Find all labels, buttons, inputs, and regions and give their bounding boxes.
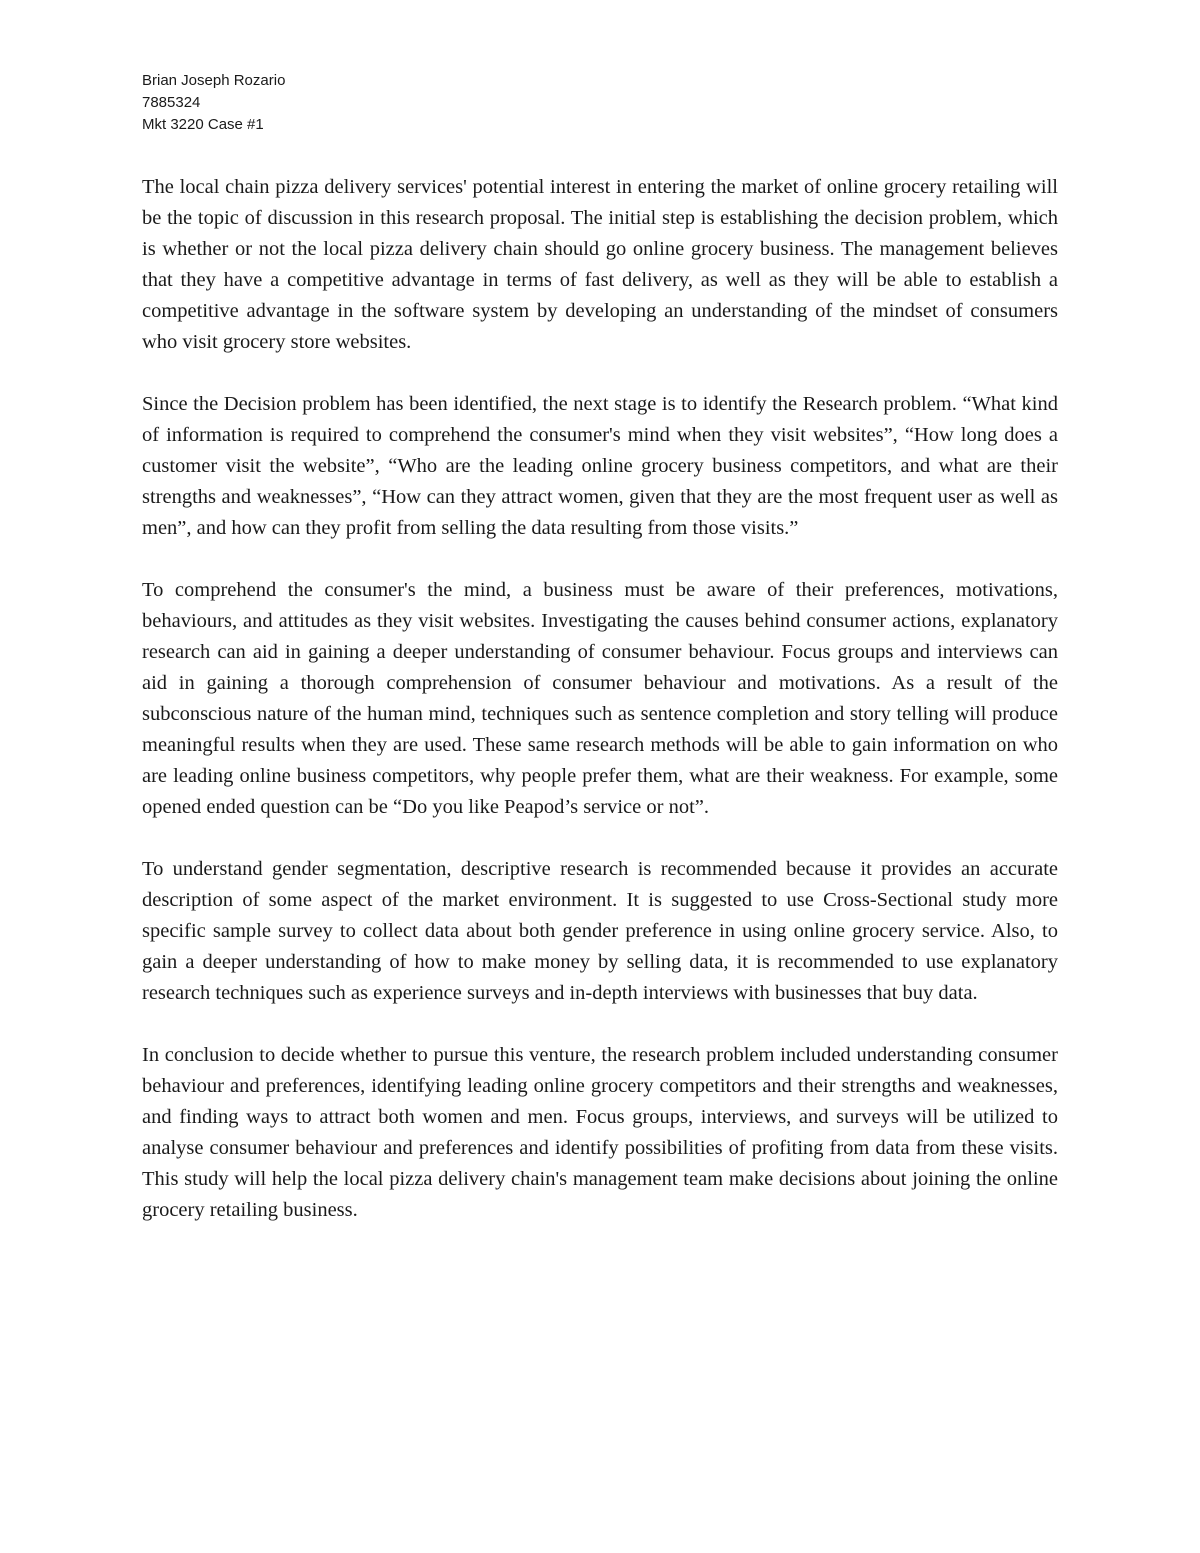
paragraph-research-problem: Since the Decision problem has been identified, the next stage is to identify the Research problem. “What kind of information is required to comprehend the consumer's mind when they visit websites”, “How long does a customer visit the website”, “Who are the leading online grocery business competitors, and what are their strengths and weaknesses”, “How can they attract women, given that they are the most frequent user as well as men”, and how can they profit from selling the data resulting from those visits.” (142, 393, 1058, 539)
paragraph-conclusion: In conclusion to decide whether to pursue this venture, the research problem included understanding consumer behaviour and preferences, identifying leading online grocery competitors and their strengths and weaknesses, and finding ways to attract both women and men. Focus groups, interviews, and surveys will be utilized to analyse consumer behaviour and preferences and identify possibilities of profiting from data from these visits. This study will help the local pizza delivery chain's management team make decisions about joining the online grocery retailing business. (142, 1044, 1058, 1221)
document-header (142, 70, 285, 136)
course-title: Mkt 3220 Case #1 (142, 116, 264, 133)
student-id: 7885324 (142, 94, 201, 111)
document-body (142, 172, 1058, 1257)
author-name: Brian Joseph Rozario (142, 72, 286, 89)
paragraph-intro: The local chain pizza delivery services' potential interest in entering the market of online grocery retailing will be the topic of discussion in this research proposal. The initial step is establishing the decision problem, which is whether or not the local pizza delivery chain should go online grocery business. The management believes that they have a competitive advantage in terms of fast delivery, as well as they will be able to establish a competitive advantage in the software system by developing an understanding of the mindset of consumers who visit grocery store websites. (142, 176, 1058, 353)
paragraph-consumer-mind: To comprehend the consumer's the mind, a business must be aware of their preferences, motivations, behaviours, and attitudes as they visit websites. Investigating the causes behind consumer actions, explanatory research can aid in gaining a deeper understanding of consumer behaviour. Focus groups and interviews can aid in gaining a thorough comprehension of consumer behaviour and motivations. As a result of the subconscious nature of the human mind, techniques such as sentence completion and story telling will produce meaningful results when they are used. These same research methods will be able to gain information on who are leading online business competitors, why people prefer them, what are their weakness. For example, some opened ended question can be “Do you like Peapod’s service or not”. (142, 579, 1058, 818)
paragraph-gender-segmentation: To understand gender segmentation, descriptive research is recommended because it provides an accurate description of some aspect of the market environment. It is suggested to use Cross-Sectional study more specific sample survey to collect data about both gender preference in using online grocery service. Also, to gain a deeper understanding of how to make money by selling data, it is recommended to use explanatory research techniques such as experience surveys and in-depth interviews with businesses that buy data. (142, 858, 1058, 1004)
